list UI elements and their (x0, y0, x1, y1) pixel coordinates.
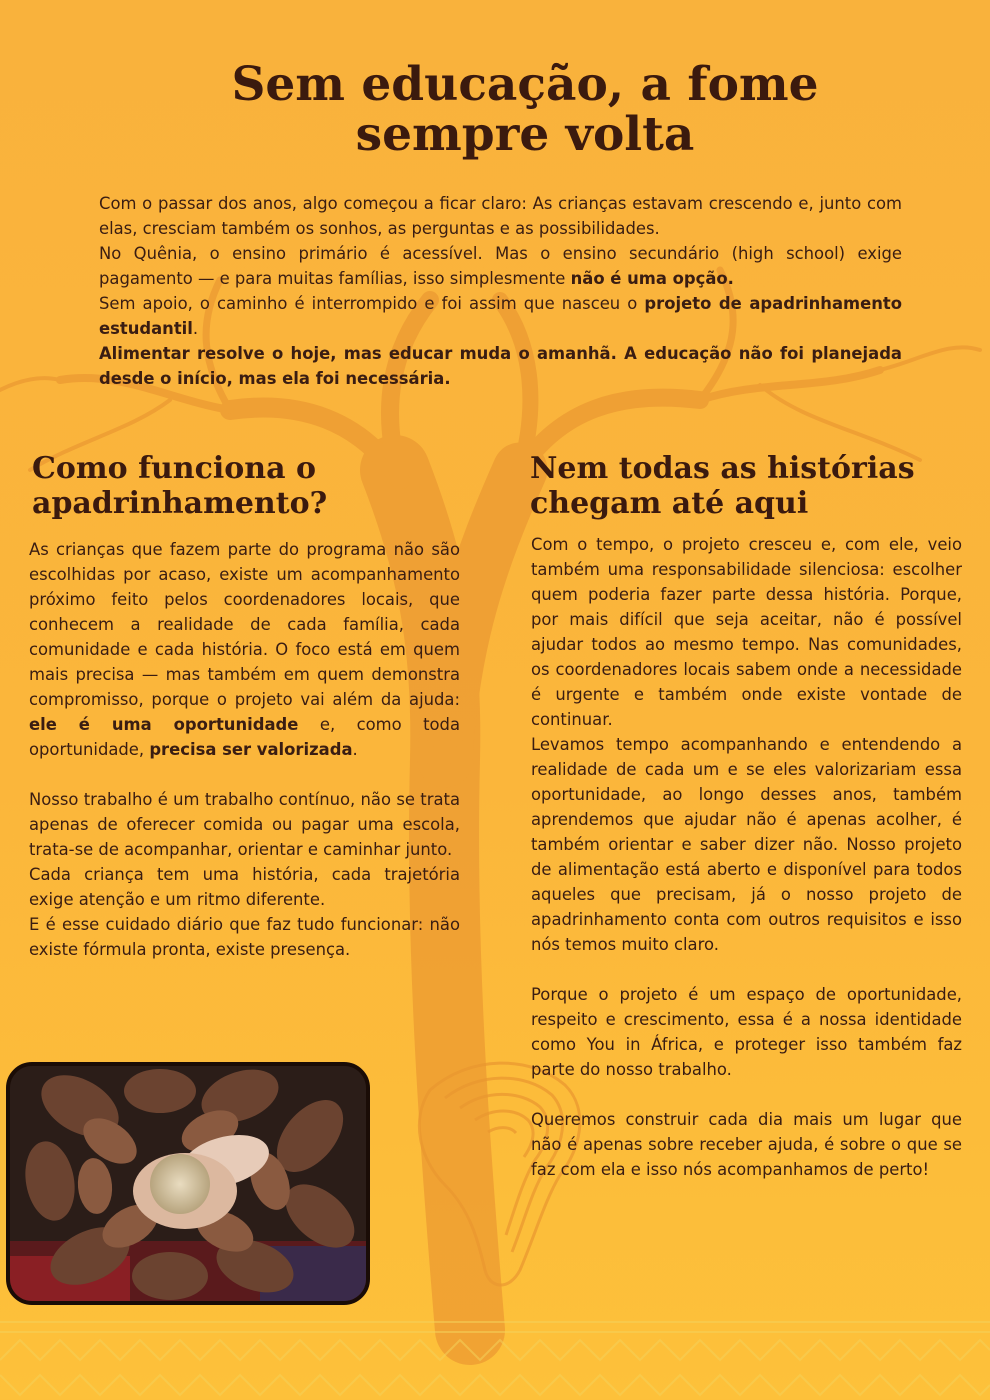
right-heading-line-1: Nem todas as histórias (530, 451, 915, 486)
intro-paragraph-2-text: No Quênia, o ensino primário é acessível. Mas o ensino secundário (high school) exige pagamento — e para muitas famílias, isso simplesmente (99, 244, 902, 288)
left-paragraph-1-bold-2: precisa ser valorizada (149, 740, 353, 759)
left-column-heading (32, 451, 472, 521)
right-column-text (531, 532, 962, 1182)
intro-paragraph-3-text: Sem apoio, o caminho é interrompido e foi assim que nasceu o (99, 294, 645, 313)
left-paragraph-1 (29, 537, 460, 762)
paragraph-spacer (531, 1082, 962, 1107)
cupped-hands-photo (6, 1062, 370, 1305)
right-heading-line-2: chegam até aqui (530, 486, 809, 521)
paragraph-spacer (29, 762, 460, 787)
right-paragraph-2: Levamos tempo acompanhando e entendendo a realidade de cada um e se eles valorizariam essa oportunidade, ao longo desses anos, também aprendemos que ajudar não é apenas acolher, é também orientar e saber dizer não. Nosso projeto de alimentação está aberto e disponível para todos aqueles que precisam, já o nosso projeto de apadrinhamento conta com outros requisitos e isso nós temos muito claro. (531, 735, 962, 954)
left-heading-line-1: Como funciona o (32, 451, 316, 486)
right-paragraph-4: Queremos construir cada dia mais um lugar que não é apenas sobre receber ajuda, é sobre o que se faz com ela e isso nós acompanhamos de perto! (531, 1110, 962, 1179)
left-column-text (29, 537, 460, 962)
intro-paragraph-2-bold: não é uma opção. (570, 269, 734, 288)
intro-section (99, 191, 902, 391)
left-paragraph-1-end: . (352, 740, 358, 759)
left-paragraph-1-bold-1: ele é uma oportunidade (29, 715, 299, 734)
right-paragraph-3: Porque o projeto é um espaço de oportunidade, respeito e crescimento, essa é a nossa identidade como You in África, e proteger isso também faz parte do nosso trabalho. (531, 985, 962, 1079)
intro-paragraph-1: Com o passar dos anos, algo começou a ficar claro: As crianças estavam crescendo e, junto com elas, cresciam também os sonhos, as perguntas e as possibilidades. (99, 194, 902, 238)
intro-paragraph-3 (99, 291, 902, 341)
intro-paragraph-2 (99, 241, 902, 291)
intro-paragraph-3-end: . (192, 319, 199, 338)
left-paragraph-4: E é esse cuidado diário que faz tudo funcionar: não existe fórmula pronta, existe presença. (29, 915, 460, 959)
left-paragraph-3: Cada criança tem uma história, cada trajetória exige atenção e um ritmo diferente. (29, 865, 460, 909)
left-paragraph-1-mid: e, como toda oportunidade, (29, 715, 460, 759)
page-title (0, 57, 990, 162)
right-paragraph-1: Com o tempo, o projeto cresceu e, com ele, veio também uma responsabilidade silenciosa: escolher quem poderia fazer parte dessa história. Porque, por mais difícil que seja aceitar, não é possível ajudar todos ao mesmo tempo. Nas comunidades, os coordenadores locais sabem onde a necessidade é urgente e também onde existe vontade de continuar. (531, 535, 962, 729)
page-title-line-1: Sem educação, a fome (231, 57, 819, 112)
right-column-heading (530, 451, 970, 521)
intro-paragraph-3-bold: projeto de apadrinhamento estudantil (99, 294, 902, 338)
paragraph-spacer (531, 957, 962, 982)
intro-paragraph-4 (99, 341, 902, 391)
left-heading-line-2: apadrinhamento? (32, 486, 328, 521)
intro-paragraph-4-bold: Alimentar resolve o hoje, mas educar muda o amanhã. A educação não foi planejada desde o início, mas ela foi necessária. (99, 344, 902, 388)
tribal-pattern (0, 1322, 990, 1395)
left-paragraph-2: Nosso trabalho é um trabalho contínuo, não se trata apenas de oferecer comida ou pagar uma escola, trata-se de acompanhar, orientar e caminhar junto. (29, 790, 460, 859)
page-title-line-2: sempre volta (355, 107, 695, 162)
left-paragraph-1-text: As crianças que fazem parte do programa não são escolhidas por acaso, existe um acompanhamento próximo feito pelos coordenadores locais, que conhecem a realidade de cada família, cada comunidade e cada história. O foco está em quem mais precisa — mas também em quem demonstra compromisso, porque o projeto vai além da ajuda: (29, 540, 460, 709)
